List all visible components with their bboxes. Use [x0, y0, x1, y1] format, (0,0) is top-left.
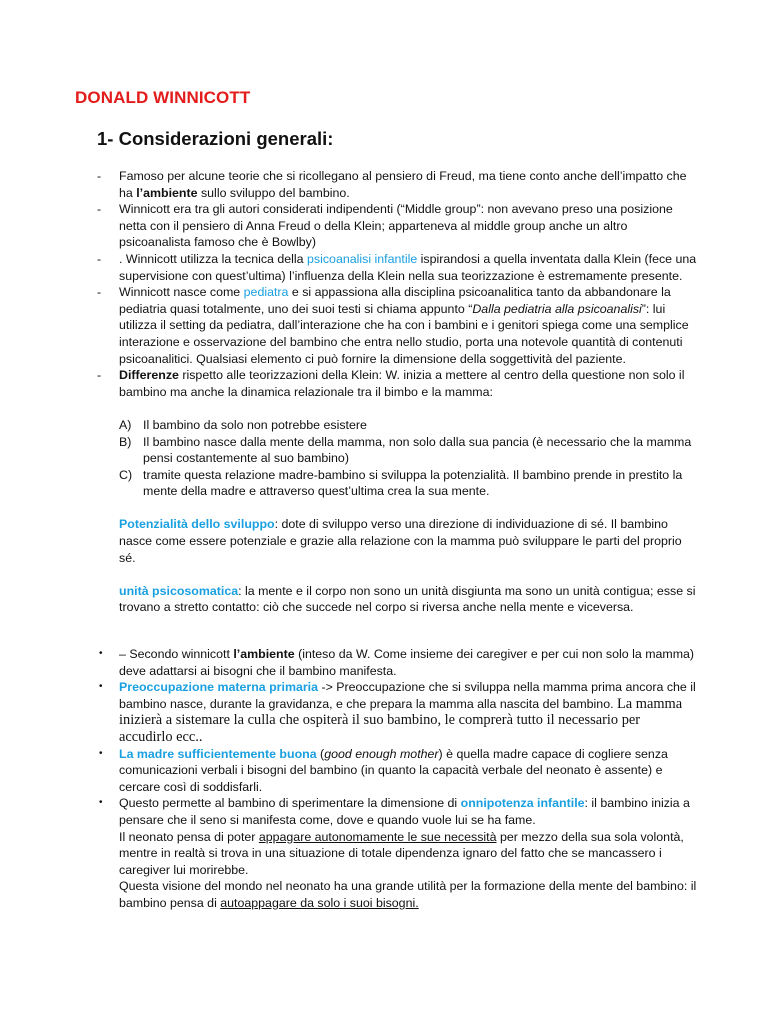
- bold-term: l’ambiente: [233, 647, 295, 662]
- section-title: 1- Considerazioni generali:: [97, 128, 334, 149]
- bold-term: l’ambiente: [136, 185, 198, 200]
- definition-term: Potenzialità dello sviluppo: [119, 517, 275, 532]
- text: tramite questa relazione madre-bambino si sviluppa la potenzialità. Il bambino prende in prestito la mente della madre e attraverso quest’ultima crea la sua mente.: [143, 467, 683, 499]
- underlined-text: appagare autonomamente le sue necessità: [258, 829, 497, 844]
- text: Famoso per alcune teorie che si ricollegano al pensiero di Freud, ma tiene conto anche dell’impatto che ha: [119, 169, 687, 200]
- text: ispirandosi a quella inventata dalla Klein (fece una supervisione con quest’ultima) l’influenza della Klein nella sua teorizzazione è estremamente presente.: [119, 251, 697, 283]
- highlight-term: La madre sufficientemente buona: [119, 746, 317, 761]
- text: – Secondo winnicott: [119, 647, 234, 662]
- dash-marker: -: [97, 368, 102, 383]
- bullet-icon: •: [99, 747, 103, 759]
- list-item: [97, 284, 697, 367]
- list-item: [97, 367, 697, 400]
- list-item: [97, 201, 697, 251]
- highlight-term: Preoccupazione materna primaria: [119, 680, 319, 695]
- letter-marker: A): [119, 417, 132, 432]
- letter-marker: B): [119, 434, 132, 449]
- text: ”: lui utilizza il setting da pediatra, dall’interazione che ha con i bambini e i genitori spiega come una semplice interazione e osservazione del bambino che entra nello studio, porta una notevole quantità di contenuti psicoanalitici. Qualsiasi elemento ci può fornire la dimensione della soggettività del paziente.: [119, 301, 689, 366]
- text: (: [316, 746, 325, 761]
- sub-item: [97, 417, 697, 434]
- definition-term: unità psicosomatica: [119, 583, 239, 598]
- italic-title: Dalla pediatria alla psicoanalisi: [472, 301, 642, 316]
- text: . Winnicott utilizza la tecnica della: [119, 251, 308, 266]
- underlined-text: autoappagare da solo i suoi bisogni.: [220, 895, 419, 910]
- text: Winnicott era tra gli autori considerati indipendenti (“Middle group”: non avevano preso una posizione netta con il pensiero di Anna Freud o della Klein; apparteneva al middle group anche un altro psicoanalista famoso che è Bowlby): [119, 202, 673, 250]
- text: : la mente e il corpo non sono un unità disgiunta ma sono un unità contigua; esse si trovano a stretto contatto: ciò che succede nel corpo si riversa anche nella mente e viceversa.: [119, 583, 696, 615]
- highlight-term: onnipotenza infantile: [460, 796, 585, 811]
- bullet-item: [97, 646, 697, 679]
- bullet-item: [97, 795, 697, 911]
- text: Winnicott nasce come: [119, 285, 244, 300]
- text: Il neonato pensa di poter: [119, 829, 259, 844]
- dash-marker: -: [97, 202, 102, 217]
- highlight-term: pediatra: [243, 285, 289, 300]
- text: e si appassiona alla disciplina psicoanalitica tanto da abbandonare la pediatria quasi totalmente, uno dei suoi testi si chiama appunto “: [119, 285, 671, 316]
- sub-item: [97, 467, 697, 500]
- text: Il bambino da solo non potrebbe esistere: [143, 417, 367, 432]
- list-item: [97, 251, 697, 284]
- dash-marker: -: [97, 285, 102, 300]
- continuation-paragraph: [119, 829, 697, 879]
- italic-term: good enough mother: [324, 746, 439, 761]
- text: rispetto alle teorizzazioni della Klein: W. inizia a mettere al centro della questione non solo il bambino ma anche la dinamica relazionale tra il bimbo e la mamma:: [119, 368, 685, 399]
- text: Il bambino nasce dalla mente della mamma, non solo dalla sua pancia (è necessario che la mamma pensi costantemente al suo bambino): [143, 434, 692, 466]
- letter-marker: C): [119, 467, 133, 482]
- dash-marker: -: [97, 169, 102, 183]
- text: sullo sviluppo del bambino.: [197, 185, 350, 200]
- dash-marker: -: [97, 251, 102, 266]
- text: -> Preoccupazione che si sviluppa nella mamma prima ancora che il bambino nasce, durante la gravidanza, e che prepara la mamma alla nascita del bambino.: [119, 680, 696, 711]
- page-title: DONALD WINNICOTT: [75, 88, 251, 107]
- text: per mezzo della sua sola volontà, mentre in realtà si trova in una situazione di totale dipendenza ignaro del fatto che se mancassero i caregiver lui morirebbe.: [119, 829, 684, 877]
- text: : il bambino inizia a pensare che il seno si manifesta come, dove e quando vuole lui se ha fame.: [119, 796, 690, 827]
- text: Questo permette al bambino di sperimentare la dimensione di: [119, 796, 461, 811]
- highlight-term: psicoanalisi infantile: [307, 251, 418, 266]
- serif-text: La mamma inizierà a sistemare la culla che ospiterà il suo bambino, le comprerà tutto il necessario per accudirlo ecc..: [119, 695, 683, 745]
- text: : dote di sviluppo verso una direzione di individuazione di sé. Il bambino nasce come essere potenziale e grazie alla relazione con la mamma può sviluppare le parti del proprio sé.: [119, 517, 682, 565]
- continuation-paragraph: [119, 878, 697, 911]
- text: Questa visione del mondo nel neonato ha una grande utilità per la formazione della mente del bambino: il bambino pensa di: [119, 879, 697, 910]
- document-body: [97, 168, 697, 912]
- definition-paragraph: [97, 516, 697, 566]
- bullet-item: [97, 746, 697, 796]
- text: ) è quella madre capace di cogliere senza comunicazioni verbali i bisogni del bambino (in quanto la capacità verbale del neonato è assente) e cercare così di soddisfarli.: [119, 746, 668, 794]
- bullet-icon: •: [99, 648, 103, 660]
- bold-term: Differenze: [119, 368, 179, 383]
- bullet-icon: •: [99, 797, 103, 809]
- definition-paragraph: [97, 583, 697, 616]
- sub-item: [97, 434, 697, 467]
- text: (inteso da W. Come insieme dei caregiver e per cui non solo la mamma) deve adattarsi ai bisogni che il bambino manifesta.: [119, 647, 695, 678]
- list-item: [97, 168, 697, 201]
- bullet-icon: •: [99, 681, 103, 693]
- bullet-item: [97, 679, 697, 745]
